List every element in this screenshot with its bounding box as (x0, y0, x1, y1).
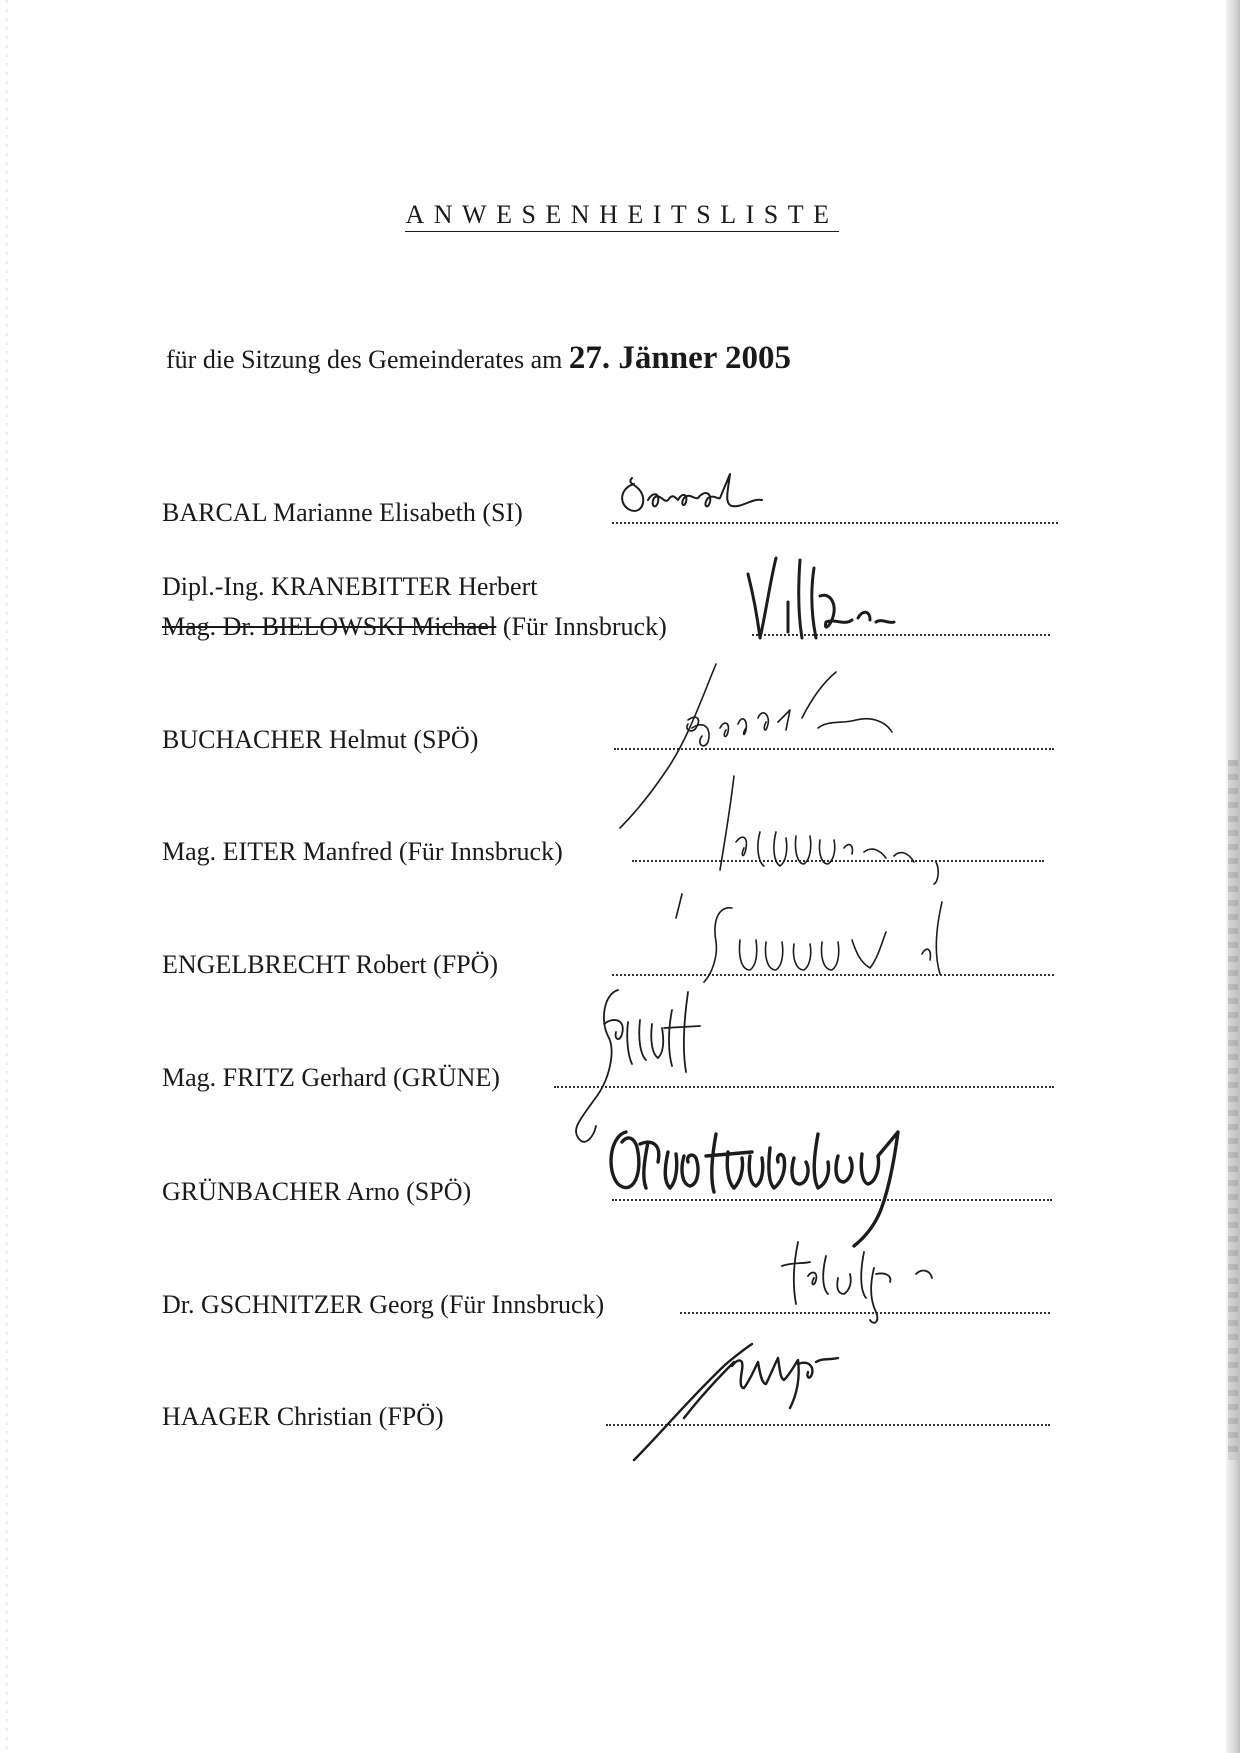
signature-8 (770, 1232, 990, 1332)
document-subtitle (166, 340, 791, 377)
signature-2 (740, 548, 910, 648)
attendee-row-2-line-2 (162, 612, 667, 642)
meeting-date: 27. Jänner 2005 (568, 340, 792, 376)
document-title (0, 200, 1240, 230)
attendee-name: Mag. EITER Manfred (Für Innsbruck) (162, 837, 563, 866)
attendee-name: GRÜNBACHER Arno (SPÖ) (162, 1177, 472, 1206)
attendee-row-4 (162, 837, 563, 867)
struck-name: Mag. Dr. BIELOWSKI Michael (162, 612, 497, 641)
attendee-name: Dipl.-Ing. KRANEBITTER Herbert (162, 572, 538, 601)
attendee-row-2 (162, 572, 537, 602)
attendee-name: ENGELBRECHT Robert (FPÖ) (162, 950, 499, 979)
attendee-name: BUCHACHER Helmut (SPÖ) (162, 725, 479, 754)
scan-edge-left (6, 0, 8, 1753)
document-title-text: ANWESENHEITSLISTE (405, 200, 838, 232)
signature-7 (598, 1112, 998, 1252)
attendee-affiliation: (Für Innsbruck) (502, 612, 667, 641)
attendee-row-6 (162, 1063, 500, 1093)
attendee-row-7 (162, 1177, 471, 1207)
attendee-row-3 (162, 725, 478, 755)
attendee-name: HAAGER Christian (FPÖ) (162, 1402, 444, 1431)
subtitle-prefix: für die Sitzung des Gemeinderates am (166, 345, 563, 374)
attendee-row-9 (162, 1402, 444, 1432)
attendee-row-5 (162, 950, 498, 980)
attendee-row-1 (162, 498, 523, 528)
attendee-name: BARCAL Marianne Elisabeth (SI) (162, 498, 523, 527)
attendee-row-8 (162, 1290, 604, 1320)
signature-9 (620, 1322, 860, 1472)
attendee-name: Mag. FRITZ Gerhard (GRÜNE) (162, 1063, 500, 1092)
scan-edge-right-shadow (1228, 760, 1238, 1460)
signature-1 (612, 470, 812, 530)
signature-4 (700, 770, 1060, 900)
attendee-name: Dr. GSCHNITZER Georg (Für Innsbruck) (162, 1290, 605, 1319)
